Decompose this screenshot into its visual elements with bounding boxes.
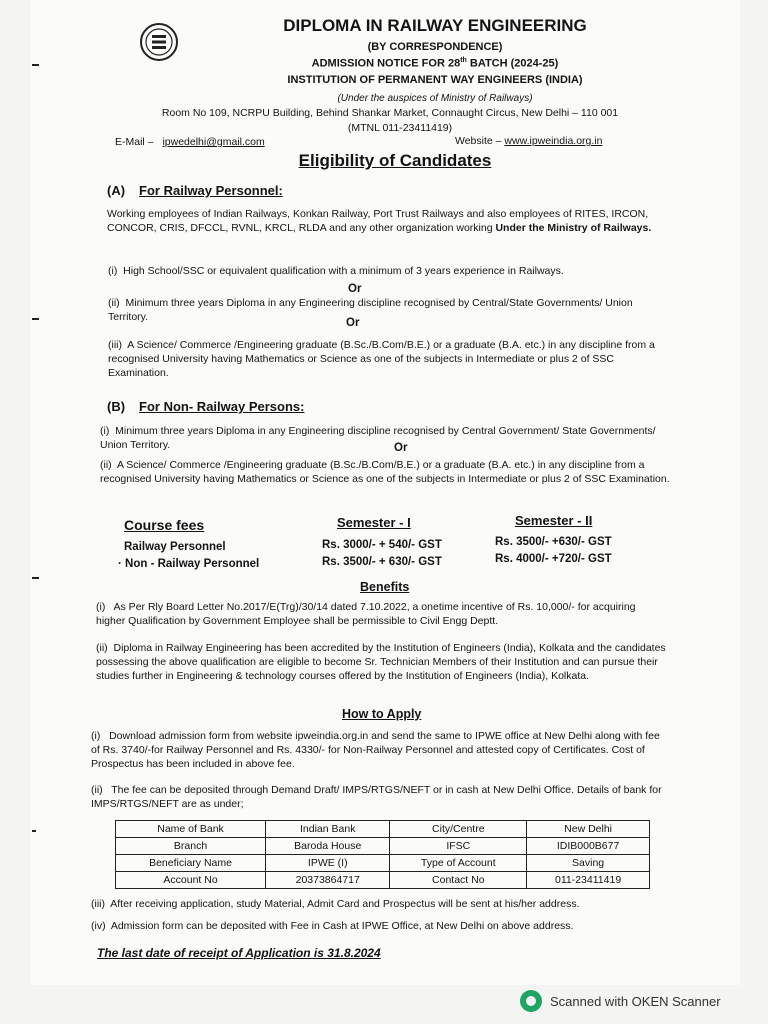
scanner-logo-icon: [520, 990, 542, 1012]
address: Room No 109, NCRPU Building, Behind Shankar Market, Connaught Circus, New Delhi – 110 001: [161, 107, 619, 119]
nonrailway-item-1: (i) Minimum three years Diploma in any Engineering discipline recognised by Central Government/ State Governments/ Union Territory.: [100, 425, 656, 451]
subtitle: (BY CORRESPONDENCE): [367, 41, 503, 53]
fee-row-sem1: Rs. 3500/- + 630/- GST: [322, 556, 442, 568]
phone: (MTNL 011-23411419): [347, 122, 453, 134]
website-row: [455, 135, 602, 147]
scanner-watermark: [520, 990, 721, 1012]
website-label: Website –: [455, 135, 502, 147]
apply-item-1: (i) Download admission form from website ipweindia.org.in and send the same to IPWE office at New Delhi along with fee of Rs. 3740/-for Railway Personnel and Rs. 4330/- for Non-Railway Personnel and attested copy of Certificates. Cost of Prospectus has been included in above fee.: [91, 730, 660, 770]
margin-mark: [32, 577, 39, 579]
fee-row-sem2: Rs. 3500/- +630/- GST: [495, 536, 612, 548]
or-label: Or: [348, 283, 362, 295]
nonrailway-item-2: (ii) A Science/ Commerce /Engineering graduate (B.Sc./B.Com/B.E.) or a graduate (B.A. etc.) in any discipline from a recognised University having Mathematics or Science as one of the subjects in Intermediate or plus 2 of SSC Examination.: [100, 459, 670, 485]
table-row: Account No 20373864717 Contact No 011-23411419: [116, 872, 650, 889]
fee-row-label: · Non - Railway Personnel: [118, 558, 260, 570]
bank-details-table: [115, 820, 650, 889]
how-to-apply-title: How to Apply: [342, 707, 422, 721]
or-label: Or: [394, 442, 408, 454]
document-title: DIPLOMA IN RAILWAY ENGINEERING: [283, 16, 587, 35]
benefits-title: Benefits: [360, 580, 410, 594]
email-link[interactable]: ipwedelhi@gmail.com: [162, 136, 265, 148]
railway-item-2: (ii) Minimum three years Diploma in any Engineering discipline recognised by Central/State Governments/ Union Territory.: [108, 297, 633, 323]
railway-intro: Working employees of Indian Railways, Konkan Railway, Port Trust Railways and also employees of RITES, IRCON, CONCOR, CRIS, DFCCL, RVNL, KRCL, RLDA and any other organization working Under the Ministry of Railways.: [107, 208, 652, 234]
fee-row-sem2: Rs. 4000/- +720/- GST: [495, 553, 612, 565]
ipwe-logo-icon: [139, 22, 179, 62]
semester-1-header: Semester - I: [337, 515, 411, 530]
benefit-item-2: (ii) Diploma in Railway Engineering has been accredited by the Institution of Engineers (India), Kolkata and the candidates possessing the above qualification are eligible to become Sr. Technician Members of their Institution and can pursue their studies further in Engineering & technology courses offered by the Institution of Engineers (India), Kolkata.: [96, 642, 666, 682]
railway-item-3: (iii) A Science/ Commerce /Engineering graduate (B.Sc./B.Com/B.E.) or a graduate (B.A. etc.) in any discipline from a recognised University having Mathematics or Science as one of the subjects in Intermediate or plus 2 of SSC Examination.: [108, 339, 655, 379]
table-row: Branch Baroda House IFSC IDIB000B677: [116, 838, 650, 855]
scanner-text: Scanned with OKEN Scanner: [550, 993, 721, 1009]
fee-row-label: Railway Personnel: [124, 541, 226, 553]
section-a-heading: (A) For Railway Personnel:: [107, 183, 283, 198]
margin-mark: [32, 318, 39, 320]
section-heading: Eligibility of Candidates: [298, 151, 492, 170]
railway-item-1: (i) High School/SSC or equivalent qualification with a minimum of 3 years experience in Railways.: [108, 265, 564, 277]
email-label: E-Mail –: [115, 136, 154, 148]
apply-item-3: (iii) After receiving application, study Material, Admit Card and Prospectus will be sent at his/her address.: [91, 898, 580, 910]
institution-name: INSTITUTION OF PERMANENT WAY ENGINEERS (INDIA): [287, 74, 583, 86]
or-label: Or: [346, 317, 360, 329]
semester-2-header: Semester - II: [515, 513, 593, 528]
margin-mark: [32, 830, 36, 832]
email-row: [115, 136, 265, 148]
table-row: Name of Bank Indian Bank City/Centre New Delhi: [116, 821, 650, 838]
apply-item-4: (iv) Admission form can be deposited with Fee in Cash at IPWE Office, at New Delhi on above address.: [91, 920, 574, 932]
admission-notice: ADMISSION NOTICE FOR 28th BATCH (2024-25): [311, 57, 559, 70]
section-b-heading: (B) For Non- Railway Persons:: [107, 399, 305, 414]
margin-mark: [32, 64, 39, 66]
table-row: Beneficiary Name IPWE (I) Type of Account Saving: [116, 855, 650, 872]
fee-row-sem1: Rs. 3000/- + 540/- GST: [322, 539, 442, 551]
last-date-notice: The last date of receipt of Application is 31.8.2024: [97, 946, 381, 960]
fees-title: Course fees: [124, 517, 205, 533]
benefit-item-1: (i) As Per Rly Board Letter No.2017/E(Trg)/30/14 dated 7.10.2022, a onetime incentive of Rs. 10,000/- for acquiring higher Qualification by Government Employee shall be permissible to Civil Engg Deptt.: [96, 601, 636, 627]
auspices: (Under the auspices of Ministry of Railways): [337, 93, 533, 104]
apply-item-2: (ii) The fee can be deposited through Demand Draft/ IMPS/RTGS/NEFT or in cash at New Delhi Office. Details of bank for IMPS/RTGS/NEFT are as under;: [91, 784, 662, 810]
website-link[interactable]: www.ipweindia.org.in: [504, 135, 603, 147]
